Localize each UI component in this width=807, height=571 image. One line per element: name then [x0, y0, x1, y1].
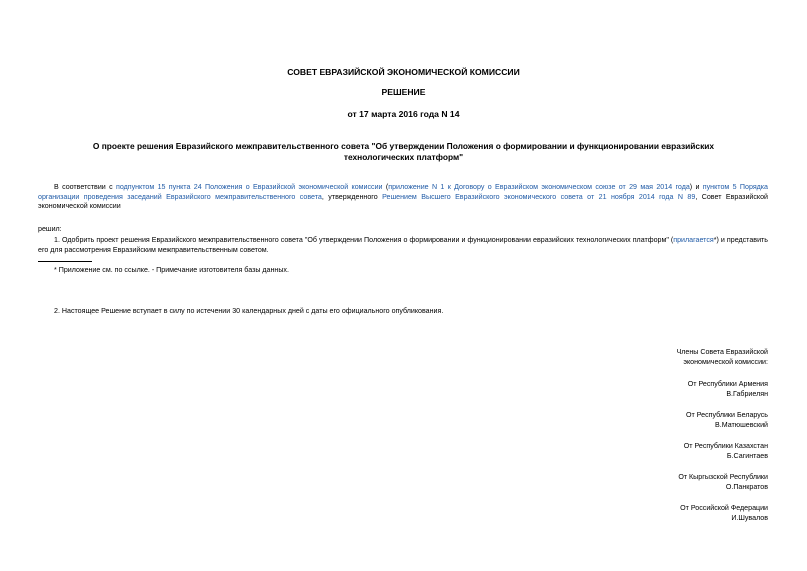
link-treaty-annex[interactable]: приложение N 1 к Договору о Евразийском экономическом союзе от 29 мая 2014 года	[388, 183, 690, 191]
signatory-name: О.Панкратов	[725, 483, 768, 491]
document-date-number: от 17 марта 2016 года N 14	[347, 109, 460, 119]
preamble-text-1: В соответствии с	[54, 183, 116, 191]
signatory-name: В.Матюшевский	[715, 421, 768, 429]
signatory-name: И.Шувалов	[731, 514, 768, 522]
signatory-country: От Кыргызской Республики	[678, 473, 768, 481]
footnote-divider	[38, 261, 92, 262]
clause-1-text-2: *) и представить его для рассмотрения Евразийским межправительственным советом.	[38, 236, 768, 254]
footnote: * Приложение см. по ссылке. - Примечание изготовителя базы данных.	[54, 266, 289, 274]
document-title: О проекте решения Евразийского межправительственного совета "Об утверждении Положения о формировании и функционировании евразийских технологических платформ"	[92, 141, 715, 162]
signatures-heading-line-2: экономической комиссии:	[683, 358, 768, 366]
link-attached-draft[interactable]: прилагается	[673, 236, 714, 244]
signatory-country: От Республики Казахстан	[683, 442, 768, 450]
document-type-heading: РЕШЕНИЕ	[381, 87, 426, 97]
link-commission-regulation[interactable]: подпунктом 15 пункта 24 Положения о Евразийской экономической комиссии	[115, 183, 383, 191]
resolved-label: решил:	[38, 225, 62, 233]
signatory-country: От Республики Армения	[687, 380, 768, 388]
preamble-paragraph	[38, 183, 768, 212]
preamble-text-4: , утвержденного	[321, 192, 383, 201]
signatory-country: От Российской Федерации	[680, 504, 768, 512]
preamble-text-3: ) и	[689, 183, 703, 191]
signatory-name: Б.Сагинтаев	[726, 452, 768, 460]
clause-1-text-1: 1. Одобрить проект решения Евразийского межправительственного совета "Об утверждении Положения о формировании и функционировании евразийских технологических платформ" (	[54, 236, 674, 244]
clause-2-paragraph: 2. Настоящее Решение вступает в силу по истечении 30 календарных дней с даты его официального опубликования.	[54, 307, 444, 315]
signatory-country: От Республики Беларусь	[685, 411, 768, 419]
signatures-heading-line-1: Члены Совета Евразийской	[676, 348, 768, 356]
link-supreme-council-decision[interactable]: Решением Высшего Евразийского экономического совета от 21 ноября 2014 года N 89	[382, 192, 696, 201]
issuing-body-heading: СОВЕТ ЕВРАЗИЙСКОЙ ЭКОНОМИЧЕСКОЙ КОМИССИИ	[287, 67, 520, 77]
preamble-text-2: (	[382, 183, 389, 191]
signatory-name: В.Габриелян	[726, 390, 768, 398]
clause-1-paragraph	[38, 236, 768, 255]
preamble-text-5: , Совет Евразийской экономической комиссии	[38, 192, 769, 210]
link-meeting-procedure[interactable]: пунктом 5 Порядка организации проведения заседаний Евразийского межправительственного совета	[38, 183, 769, 201]
